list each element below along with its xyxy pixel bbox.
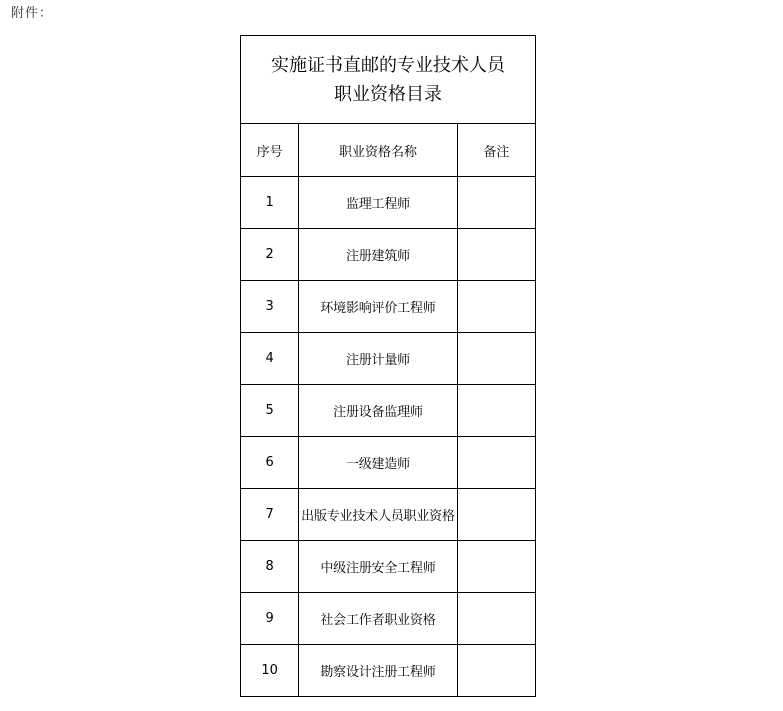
table-header-row bbox=[241, 124, 536, 177]
remark-cell bbox=[457, 437, 535, 489]
row-number: 6 bbox=[241, 437, 299, 489]
remark-cell bbox=[457, 541, 535, 593]
qualification-name: 社会工作者职业资格 bbox=[299, 593, 458, 645]
row-number: 4 bbox=[241, 333, 299, 385]
qualification-table bbox=[240, 35, 536, 697]
remark-cell bbox=[457, 385, 535, 437]
row-number: 10 bbox=[241, 645, 299, 697]
qualification-name: 注册计量师 bbox=[299, 333, 458, 385]
table-row bbox=[241, 541, 536, 593]
row-number: 5 bbox=[241, 385, 299, 437]
remark-cell bbox=[457, 489, 535, 541]
table-row bbox=[241, 281, 536, 333]
qualification-name: 注册设备监理师 bbox=[299, 385, 458, 437]
table-row bbox=[241, 645, 536, 697]
header-remark: 备注 bbox=[457, 124, 535, 177]
table-row bbox=[241, 177, 536, 229]
table-title-line-1: 实施证书直邮的专业技术人员 bbox=[271, 54, 505, 76]
row-number: 2 bbox=[241, 229, 299, 281]
qualification-name: 出版专业技术人员职业资格 bbox=[299, 489, 458, 541]
row-number: 8 bbox=[241, 541, 299, 593]
header-no: 序号 bbox=[241, 124, 299, 177]
qualification-name: 环境影响评价工程师 bbox=[299, 281, 458, 333]
table-row bbox=[241, 333, 536, 385]
remark-cell bbox=[457, 229, 535, 281]
row-number: 7 bbox=[241, 489, 299, 541]
row-number: 1 bbox=[241, 177, 299, 229]
qualification-name: 中级注册安全工程师 bbox=[299, 541, 458, 593]
qualification-name: 监理工程师 bbox=[299, 177, 458, 229]
table-row bbox=[241, 229, 536, 281]
remark-cell bbox=[457, 281, 535, 333]
row-number: 9 bbox=[241, 593, 299, 645]
header-name: 职业资格名称 bbox=[299, 124, 458, 177]
row-number: 3 bbox=[241, 281, 299, 333]
remark-cell bbox=[457, 177, 535, 229]
table-title bbox=[241, 36, 536, 124]
table-row bbox=[241, 593, 536, 645]
remark-cell bbox=[457, 333, 535, 385]
table-body bbox=[241, 177, 536, 697]
table-row bbox=[241, 437, 536, 489]
attachment-label: 附件： bbox=[11, 6, 54, 21]
remark-cell bbox=[457, 645, 535, 697]
table-row bbox=[241, 385, 536, 437]
table-title-line-2: 职业资格目录 bbox=[334, 83, 442, 105]
qualification-name: 注册建筑师 bbox=[299, 229, 458, 281]
table-title-row bbox=[241, 36, 536, 124]
remark-cell bbox=[457, 593, 535, 645]
table-row bbox=[241, 489, 536, 541]
qualification-name: 勘察设计注册工程师 bbox=[299, 645, 458, 697]
qualification-name: 一级建造师 bbox=[299, 437, 458, 489]
